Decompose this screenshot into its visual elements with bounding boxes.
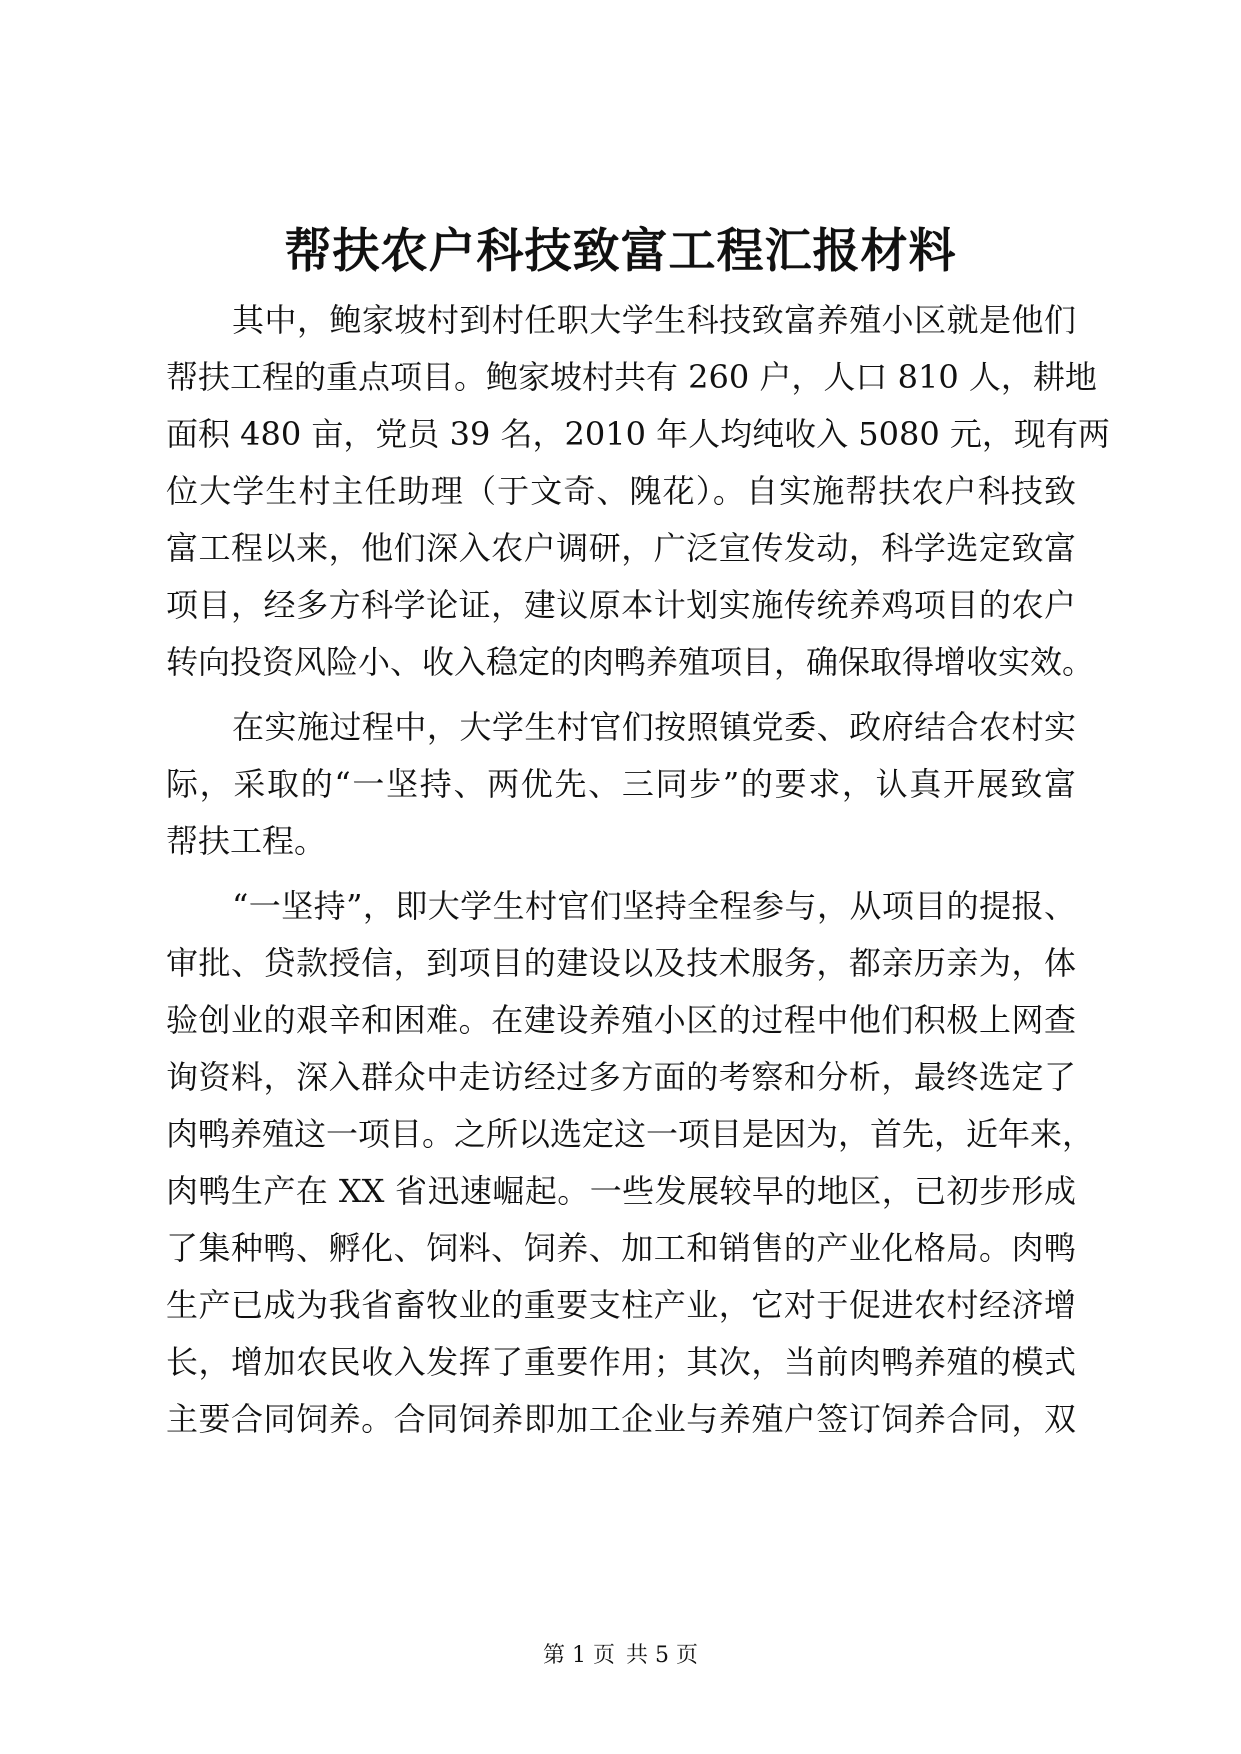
document-body	[166, 292, 1110, 1448]
text-line: 在实施过程中，大学生村官们按照镇党委、政府结合农村实	[232, 708, 1076, 746]
text-line: 肉鸭生产在 XX 省迅速崛起。一些发展较早的地区，已初步形成	[166, 1172, 1076, 1210]
text-line: 富工程以来，他们深入农户调研，广泛宣传发动，科学选定致富	[166, 529, 1076, 567]
text-line: 审批、贷款授信，到项目的建设以及技术服务，都亲历亲为，体	[166, 944, 1076, 982]
text-line: 长，增加农民收入发挥了重要作用；其次，当前肉鸭养殖的模式	[166, 1343, 1076, 1381]
text-line: 了集种鸭、孵化、饲料、饲养、加工和销售的产业化格局。肉鸭	[166, 1229, 1076, 1267]
text-line: 面积 480 亩，党员 39 名，2010 年人均纯收入 5080 元，现有两	[166, 415, 1110, 453]
text-line: 验创业的艰辛和困难。在建设养殖小区的过程中他们积极上网查	[166, 1001, 1076, 1039]
text-line: 生产已成为我省畜牧业的重要支柱产业，它对于促进农村经济增	[166, 1286, 1076, 1324]
text-line: “一坚持”，即大学生村官们坚持全程参与，从项目的提报、	[232, 887, 1076, 925]
text-line: 项目，经多方科学论证，建议原本计划实施传统养鸡项目的农户	[166, 586, 1076, 624]
text-line: 位大学生村主任助理（于文奇、隗花）。自实施帮扶农户科技致	[166, 472, 1076, 510]
document-title: 帮扶农户科技致富工程汇报材料	[284, 224, 957, 279]
text-line: 其中，鲍家坡村到村任职大学生科技致富养殖小区就是他们	[232, 301, 1076, 339]
page-number: 第 1 页	[543, 1643, 615, 1668]
text-line: 帮扶工程。	[166, 822, 327, 860]
text-line: 转向投资风险小、收入稳定的肉鸭养殖项目，确保取得增收实效。	[166, 643, 1095, 681]
page-footer	[0, 1642, 1241, 1670]
text-line: 帮扶工程的重点项目。鲍家坡村共有 260 户，人口 810 人，耕地	[166, 358, 1097, 396]
text-line: 主要合同饲养。合同饲养即加工企业与养殖户签订饲养合同，双	[166, 1400, 1076, 1438]
page-total: 共 5 页	[626, 1643, 698, 1668]
text-line: 肉鸭养殖这一项目。之所以选定这一项目是因为，首先，近年来，	[166, 1115, 1095, 1153]
text-line: 询资料，深入群众中走访经过多方面的考察和分析，最终选定了	[166, 1058, 1076, 1096]
text-line: 际，采取的“一坚持、两优先、三同步”的要求，认真开展致富	[166, 765, 1076, 803]
